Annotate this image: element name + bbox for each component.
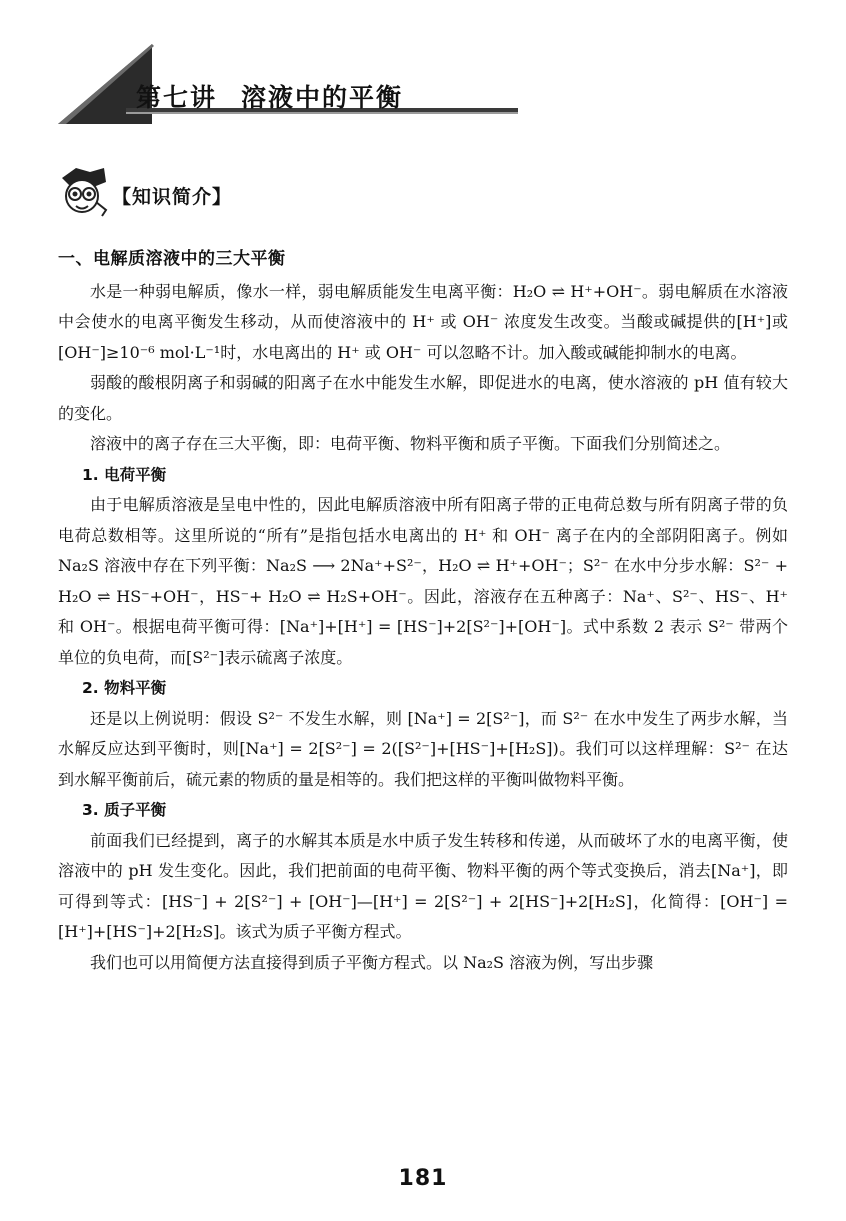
intro-label: 【知识简介】 xyxy=(112,186,233,208)
chapter-name: 溶液中的平衡 xyxy=(241,83,404,112)
paragraph: 由于电解质溶液是呈电中性的，因此电解质溶液中所有阳离子带的正电荷总数与所有阴离子带的负电荷总数相等。这里所说的“所有”是指包括水电离出的 H⁺ 和 OH⁻ 离子在内的全部阴阳离子。例如 Na₂S 溶液中存在下列平衡：Na₂S ⟶ 2Na⁺+S²⁻，H₂O ⇌ H⁺+OH⁻；S²⁻ 在水中分步水解：S²⁻ + H₂O ⇌ HS⁻+OH⁻，HS⁻+ H₂O ⇌ H₂S+OH⁻。因此，溶液存在五种离子：Na⁺、S²⁻、HS⁻、H⁺ 和 OH⁻。根据电荷平衡可得：[Na⁺]+[H⁺] = [HS⁻]+2[S²⁻]+[OH⁻]。式中系数 2 表示 S²⁻ 带两个单位的负电荷，而[S²⁻]表示硫离子浓度。 xyxy=(58,495,788,667)
subsection-heading-material-balance: 2. 物料平衡 xyxy=(82,679,167,697)
paragraph: 前面我们已经提到，离子的水解其本质是水中质子发生转移和传递，从而破坏了水的电离平衡，使溶液中的 pH 发生变化。因此，我们把前面的电荷平衡、物料平衡的两个等式变换后，消去[Na⁺]，即可得到等式：[HS⁻] + 2[S²⁻] + [OH⁻]—[H⁺] = 2[S²⁻] + 2[HS⁻]+2[H₂S]，化简得：[OH⁻] = [H⁺]+[HS⁻]+2[H₂S]。该式为质子平衡方程式。 xyxy=(58,830,788,941)
chapter-header xyxy=(0,0,846,140)
subsection-heading-charge-balance: 1. 电荷平衡 xyxy=(82,465,167,484)
main-content xyxy=(58,244,788,978)
page-number: 181 xyxy=(398,1166,448,1191)
chapter-title xyxy=(136,78,403,114)
header-banner-shape xyxy=(0,0,846,140)
chapter-number: 第七讲 xyxy=(136,83,218,112)
subsection-heading-proton-balance: 3. 质子平衡 xyxy=(82,801,167,819)
paragraph: 还是以上例说明：假设 S²⁻ 不发生水解，则 [Na⁺] = 2[S²⁻]，而 S²⁻ 在水中发生了两步水解，当水解反应达到平衡时，则[Na⁺] = 2[S²⁻] = 2([S²⁻]+[HS⁻]+[H₂S])。我们可以这样理解：S²⁻ 在达到水解平衡前后，硫元素的物质的量是相等的。我们把这样的平衡叫做物料平衡。 xyxy=(58,708,788,789)
paragraph: 弱酸的酸根阴离子和弱碱的阳离子在水中能发生水解，即促进水的电离，使水溶液的 pH 值有较大的变化。 xyxy=(58,373,788,423)
cartoon-head-icon xyxy=(56,166,110,220)
paragraph: 水是一种弱电解质，像水一样，弱电解质能发生电离平衡：H₂O ⇌ H⁺+OH⁻。弱电解质在水溶液中会使水的电离平衡发生移动，从而使溶液中的 H⁺ 或 OH⁻ 浓度发生改变。当酸或碱提供的[H⁺]或[OH⁻]≥10⁻⁶ mol·L⁻¹时，水电离出的 H⁺ 或 OH⁻ 可以忽略不计。加入酸或碱能抑制水的电离。 xyxy=(58,281,788,362)
paragraph: 我们也可以用简便方法直接得到质子平衡方程式。以 Na₂S 溶液为例，写出步骤 xyxy=(90,952,654,972)
paragraph: 溶液中的离子存在三大平衡，即：电荷平衡、物料平衡和质子平衡。下面我们分别简述之。 xyxy=(90,434,731,453)
section-heading: 一、电解质溶液中的三大平衡 xyxy=(58,249,286,269)
knowledge-intro-heading xyxy=(56,166,356,226)
